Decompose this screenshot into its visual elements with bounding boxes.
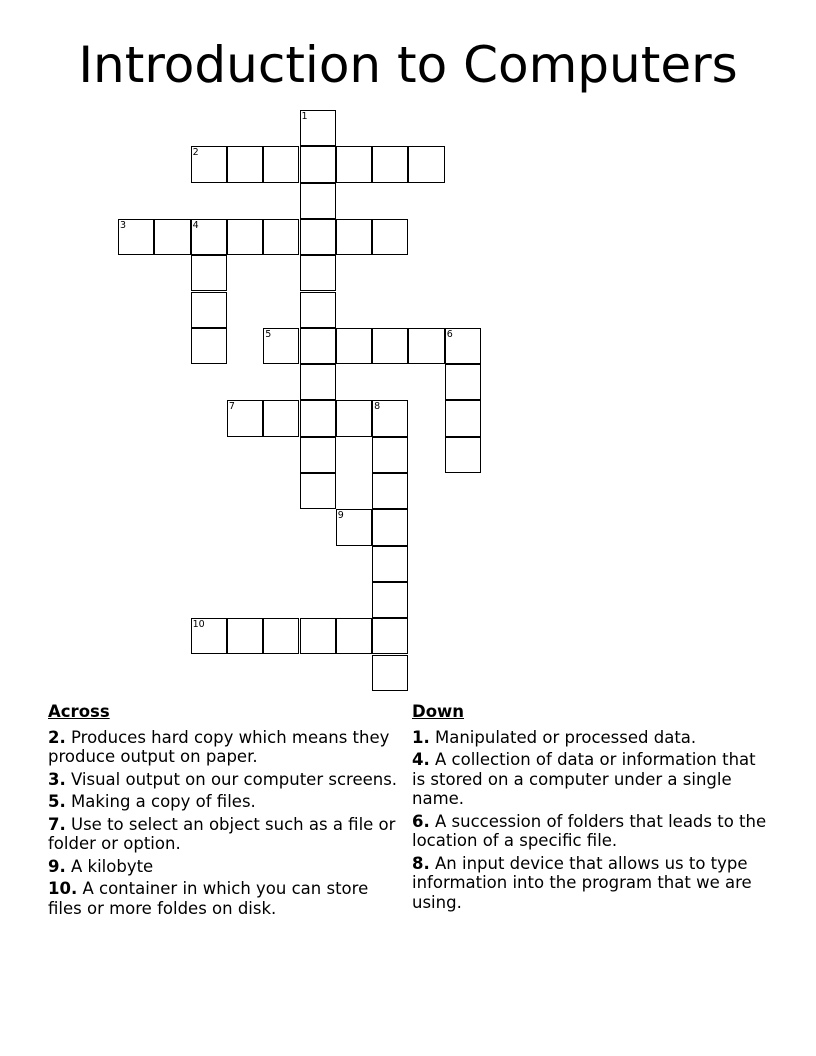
clue-number: 5. — [48, 792, 66, 811]
clue-number-label: 3 — [120, 219, 127, 231]
grid-cell[interactable] — [336, 618, 372, 654]
grid-cell[interactable] — [336, 328, 372, 364]
grid-cell[interactable] — [263, 400, 299, 436]
grid-cell[interactable] — [372, 473, 408, 509]
down-clue — [412, 750, 772, 809]
grid-cell[interactable] — [372, 509, 408, 545]
grid-cell[interactable] — [336, 219, 372, 255]
across-clue — [48, 728, 398, 767]
grid-cell[interactable] — [408, 146, 444, 182]
down-clue — [412, 854, 772, 913]
clue-number: 6. — [412, 811, 430, 831]
grid-cell[interactable] — [300, 437, 336, 473]
grid-cell[interactable] — [227, 219, 263, 255]
clue-number: 3. — [48, 769, 66, 789]
across-clue — [48, 815, 398, 854]
clue-number: 7. — [48, 814, 66, 834]
grid-cell[interactable] — [300, 364, 336, 400]
puzzle-title: Introduction to Computers — [78, 36, 738, 94]
clue-text: Produces hard copy which means they produce output on paper. — [48, 727, 390, 766]
across-clue — [48, 879, 398, 918]
grid-cell[interactable] — [445, 437, 481, 473]
grid-cell[interactable] — [300, 219, 336, 255]
grid-cell[interactable] — [300, 255, 336, 291]
clue-number-label: 5 — [265, 328, 272, 340]
clue-text: Use to select an object such as a file or folder or option. — [48, 814, 396, 853]
across-heading: Across — [48, 702, 110, 721]
clue-text: A succession of folders that leads to the location of a specific file. — [412, 811, 767, 850]
grid-cell[interactable] — [263, 328, 299, 364]
grid-cell[interactable] — [372, 400, 408, 436]
clue-number-label: 1 — [301, 111, 308, 122]
grid-cell[interactable] — [372, 146, 408, 182]
clue-number-label: 6 — [446, 328, 453, 340]
grid-cell[interactable] — [191, 255, 227, 291]
grid-cell[interactable] — [227, 146, 263, 182]
down-clue-list — [412, 702, 772, 915]
grid-cell[interactable] — [445, 328, 481, 364]
clue-number-label: 9 — [337, 510, 344, 522]
down-clue — [412, 728, 772, 748]
grid-cell[interactable] — [300, 146, 336, 182]
clue-text: An input device that allows us to type information into the program that we are using. — [412, 853, 752, 912]
grid-cell[interactable] — [191, 146, 227, 182]
grid-cell[interactable] — [227, 618, 263, 654]
clue-number: 8. — [412, 853, 430, 873]
grid-cell[interactable] — [118, 219, 154, 255]
grid-cell[interactable] — [191, 292, 227, 328]
clue-number-label: 7 — [228, 401, 235, 413]
down-heading: Down — [412, 702, 465, 721]
grid-cell[interactable] — [372, 219, 408, 255]
grid-cell[interactable] — [263, 219, 299, 255]
clue-text: Visual output on our computer screens. — [65, 769, 398, 789]
clue-text: Making a copy of files. — [65, 792, 256, 811]
grid-cell[interactable] — [445, 364, 481, 400]
grid-cell[interactable] — [300, 473, 336, 509]
grid-cell[interactable] — [191, 618, 227, 654]
clue-text: Manipulated or processed data. — [429, 727, 697, 747]
clue-number-label: 8 — [374, 401, 381, 413]
grid-cell[interactable] — [191, 219, 227, 255]
across-clue-list — [48, 702, 398, 921]
clue-text: A kilobyte — [65, 856, 154, 876]
clue-number: 9. — [48, 856, 66, 876]
grid-cell[interactable] — [372, 546, 408, 582]
grid-cell[interactable] — [300, 400, 336, 436]
across-clue — [48, 770, 398, 790]
grid-cell[interactable] — [372, 582, 408, 618]
clue-number: 4. — [412, 750, 430, 769]
grid-cell[interactable] — [227, 400, 263, 436]
grid-cell[interactable] — [263, 146, 299, 182]
down-clue — [412, 812, 772, 851]
grid-cell[interactable] — [372, 655, 408, 691]
grid-cell[interactable] — [300, 292, 336, 328]
grid-cell[interactable] — [300, 110, 336, 146]
grid-cell[interactable] — [300, 183, 336, 219]
grid-cell[interactable] — [336, 400, 372, 436]
grid-cell[interactable] — [300, 328, 336, 364]
grid-cell[interactable] — [263, 618, 299, 654]
clue-number: 10. — [48, 879, 78, 898]
grid-cell[interactable] — [372, 437, 408, 473]
across-clue — [48, 792, 398, 812]
grid-cell[interactable] — [300, 618, 336, 654]
clue-number-label: 4 — [192, 219, 199, 231]
grid-cell[interactable] — [191, 328, 227, 364]
clue-number: 1. — [412, 727, 430, 747]
grid-cell[interactable] — [336, 146, 372, 182]
grid-cell[interactable] — [372, 328, 408, 364]
grid-cell[interactable] — [154, 219, 190, 255]
clue-number-label: 10 — [192, 619, 205, 631]
grid-cell[interactable] — [336, 509, 372, 545]
across-clue — [48, 857, 398, 877]
clue-number-label: 2 — [192, 147, 199, 159]
clue-text: A collection of data or information that is stored on a computer under a single name. — [412, 750, 756, 808]
grid-cell[interactable] — [372, 618, 408, 654]
grid-cell[interactable] — [445, 400, 481, 436]
grid-cell[interactable] — [408, 328, 444, 364]
clue-number: 2. — [48, 727, 66, 747]
clue-text: A container in which you can store files or more foldes on disk. — [48, 879, 369, 918]
